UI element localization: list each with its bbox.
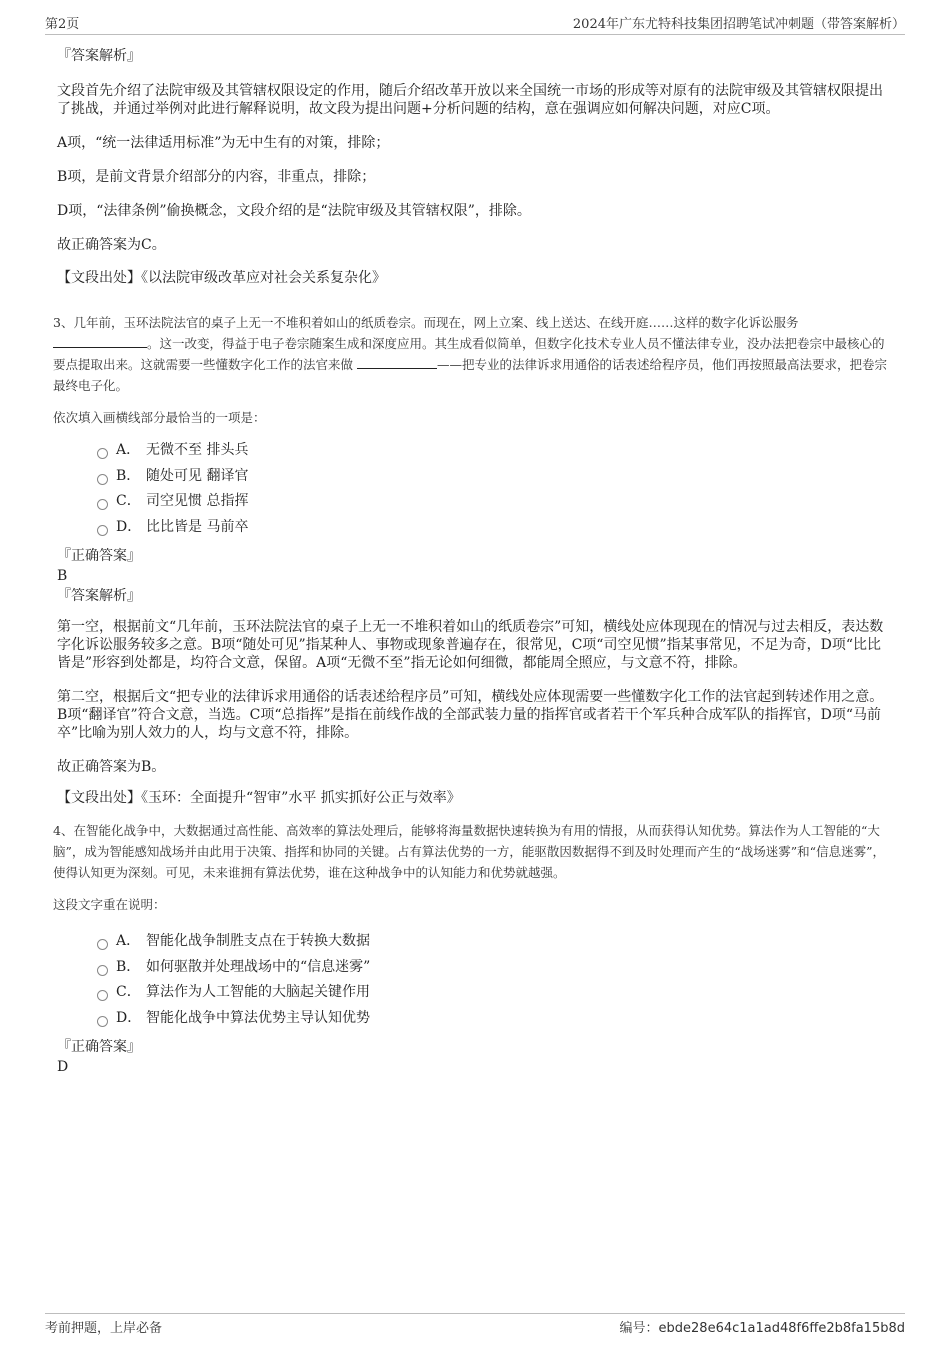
q3-analysis-1: 第一空，根据前文“几年前，玉环法院法官的桌子上无一不堆积着如山的纸质卷宗”可知，横线处应体现现在的情况与过去相反，表达数字化诉讼服务较多之意。B项“随处可见”指某种人、事物或现象普遍存在，很常见，C项“司空见惯”指某事常见，不足为奇，D项“比比皆是”形容到处都是，均符合文意，保留。A项“无微不至”指无论如何细微，都能周全照应，与文意不符，排除。 — [57, 619, 884, 671]
q4-options — [97, 929, 892, 1031]
q3-text-3: ——把专业的法律诉求用通俗的话表述给程序员，他们再按照最高法要求，把卷宗最终电子化。 — [53, 357, 888, 393]
q2-analysis-d: D项，“法律条例”偷换概念，文段介绍的是“法院审级及其管辖权限”，排除。 — [57, 203, 531, 219]
radio-icon[interactable] — [97, 939, 108, 950]
q4-question: 4、在智能化战争中，大数据通过高性能、高效率的算法处理后，能够将海量数据快速转换为有用的情报，从而获得认知优势。算法作为人工智能的“大脑”，成为智能感知战场并由此用于决策、指挥和协同的关键。占有算法优势的一方，能驱散因数据得不到及时处理而产生的“战场迷雾”和“信息迷雾”，使得认知更为深刻。可见，未来谁拥有算法优势，谁在这种战争中的认知能力和优势就越强。 — [53, 823, 885, 880]
q3-option-c[interactable]: C． 司空见惯 总指挥 — [97, 489, 892, 515]
radio-icon[interactable] — [97, 1016, 108, 1027]
radio-icon[interactable] — [97, 525, 108, 536]
document-code: 编号：ebde28e64c1a1ad48f6ffe2b8fa15b8d — [619, 1321, 905, 1336]
radio-icon[interactable] — [97, 965, 108, 976]
q3-prompt: 依次填入画横线部分最恰当的一项是： — [53, 410, 266, 425]
radio-icon[interactable] — [97, 448, 108, 459]
q2-analysis-label: 『答案解析』 — [57, 48, 141, 64]
q3-blank-2 — [357, 354, 437, 369]
q3-text-2: 。这一改变，得益于电子卷宗随案生成和深度应用。其生成看似简单，但数字化技术专业人员不懂法律专业，没办法把卷宗中最核心的要点提取出来。这就需要一些懂数字化工作的法官来做 — [53, 336, 885, 372]
page-number: 第2页 — [45, 17, 80, 32]
radio-icon[interactable] — [97, 499, 108, 510]
q3-option-d[interactable]: D． 比比皆是 马前卒 — [97, 515, 892, 541]
page-header — [45, 10, 905, 35]
q2-analysis-main: 文段首先介绍了法院审级及其管辖权限设定的作用，随后介绍改革开放以来全国统一市场的形成等对原有的法院审级及其管辖权限提出了挑战，并通过举例对此进行解释说明，故文段为提出问题+分析问题的结构，意在强调应如何解决问题，对应C项。 — [57, 83, 883, 117]
q3-blank-1 — [53, 333, 147, 348]
q3-analysis-label: 『答案解析』 — [57, 588, 141, 604]
q4-option-b[interactable]: B． 如何驱散并处理战场中的“信息迷雾” — [97, 955, 892, 981]
q3-question — [53, 312, 892, 396]
q4-answer-label: 『正确答案』 — [57, 1039, 141, 1055]
radio-icon[interactable] — [97, 474, 108, 485]
q4-option-c[interactable]: C． 算法作为人工智能的大脑起关键作用 — [97, 980, 892, 1006]
q4-option-d[interactable]: D． 智能化战争中算法优势主导认知优势 — [97, 1006, 892, 1032]
q3-answer: B — [57, 568, 68, 584]
q3-option-a[interactable]: A． 无微不至 排头兵 — [97, 438, 892, 464]
radio-icon[interactable] — [97, 990, 108, 1001]
q4-prompt: 这段文字重在说明： — [53, 897, 166, 912]
page-footer — [45, 1313, 905, 1336]
q3-analysis-2: 第二空，根据后文“把专业的法律诉求用通俗的话表述给程序员”可知，横线处应体现需要一些懂数字化工作的法官起到转述作用之意。B项“翻译官”符合文意，当选。C项“总指挥”是指在前线作战的全部武装力量的指挥官或者若干个军兵种合成军队的指挥官，D项“马前卒”比喻为别人效力的人，均与文意不符，排除。 — [57, 689, 884, 741]
q3-options — [97, 438, 892, 540]
q3-option-b[interactable]: B． 随处可见 翻译官 — [97, 464, 892, 490]
q3-conclusion: 故正确答案为B。 — [57, 759, 166, 775]
q2-analysis-b: B项，是前文背景介绍部分的内容，非重点，排除； — [57, 169, 376, 185]
q3-text-1: 3、几年前，玉环法院法官的桌子上无一不堆积着如山的纸质卷宗。而现在，网上立案、线上送达、在线开庭……这样的数字化诉讼服务 — [53, 315, 799, 330]
q2-analysis-a: A项，“统一法律适用标准”为无中生有的对策，排除； — [57, 135, 390, 151]
q3-source: 【文段出处】《玉环：全面提升“智审”水平 抓实抓好公正与效率》 — [57, 790, 461, 806]
page-content — [53, 46, 892, 1077]
q3-answer-label: 『正确答案』 — [57, 548, 141, 564]
q2-conclusion: 故正确答案为C。 — [57, 237, 166, 253]
q2-source: 【文段出处】《以法院审级改革应对社会关系复杂化》 — [57, 270, 386, 286]
document-title: 2024年广东尤特科技集团招聘笔试冲刺题（带答案解析） — [572, 17, 905, 32]
q4-answer: D — [57, 1059, 69, 1075]
q4-option-a[interactable]: A． 智能化战争制胜支点在于转换大数据 — [97, 929, 892, 955]
footer-slogan: 考前押题，上岸必备 — [45, 1321, 163, 1336]
